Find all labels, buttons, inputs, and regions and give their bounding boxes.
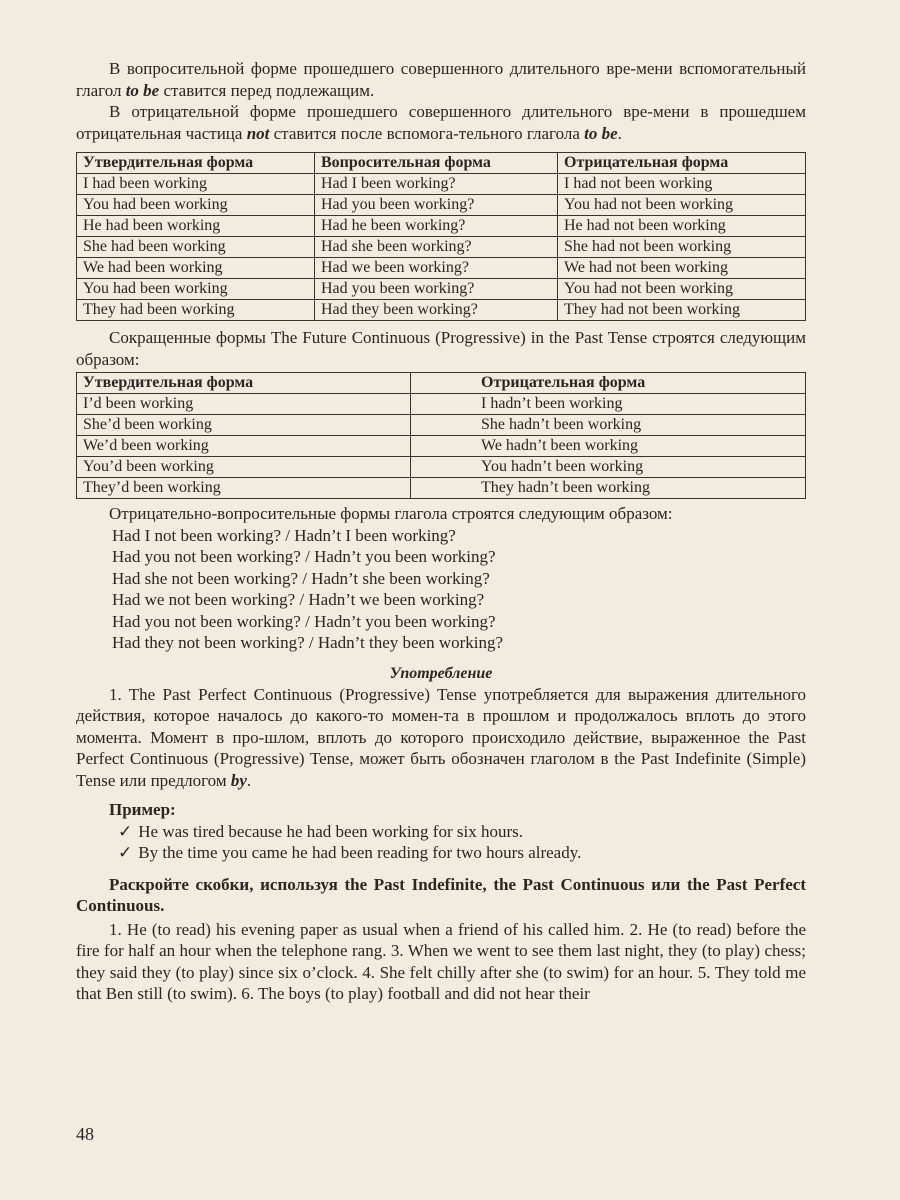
neg-question-list — [112, 525, 806, 654]
page-content — [76, 58, 806, 1005]
table-row — [77, 279, 806, 300]
usage-text: . — [246, 770, 252, 790]
table-cell: We had not been working — [558, 258, 806, 279]
intro-paragraph-2 — [76, 101, 806, 144]
header-interrogative: Вопросительная форма — [315, 153, 558, 174]
emphasis-term: not — [246, 123, 270, 143]
list-item: Had you not been working? / Hadn’t you been working? — [112, 611, 496, 631]
table-cell: I had been working — [77, 174, 315, 195]
example-item — [118, 821, 806, 843]
table-row — [77, 216, 806, 237]
checkmark-icon: ✓ — [118, 843, 133, 862]
table-cell: Had you been working? — [315, 279, 558, 300]
exercise-text: 1. He (to read) his evening paper as usual when a friend of his called him. 2. He (to read) before the fire for half an hour when the telephone rang. 3. When we went to see them last night, they (to play) chess; they said they (to play) since six o’clock. 4. She felt chilly after she (to swim) for an hour. 5. They told me that Ben still (to swim). 6. The boys (to play) football and did not hear their — [76, 919, 806, 1003]
emphasis-term: to be — [584, 123, 618, 143]
table-row — [77, 436, 806, 457]
table-cell: She had been working — [77, 237, 315, 258]
exercise-title: Раскройте скобки, используя the Past Indefinite, the Past Continuous или the Past Perfect Continuous. — [76, 874, 806, 915]
table-cell: You had been working — [77, 195, 315, 216]
page-number: 48 — [76, 1124, 94, 1144]
table-cell: They’d been working — [77, 478, 411, 499]
forms-table — [76, 152, 806, 321]
table-row — [77, 394, 806, 415]
table-row — [77, 300, 806, 321]
table-row — [77, 258, 806, 279]
table-cell: We’d been working — [77, 436, 411, 457]
table-cell: He had been working — [77, 216, 315, 237]
intro-text: ставится после вспомога-тельного глагола — [269, 123, 585, 143]
intro-text: . — [617, 123, 622, 143]
example-text: By the time you came he had been reading for two hours already. — [138, 843, 582, 862]
list-item: Had she not been working? / Hadn’t she been working? — [112, 568, 490, 588]
neg-question-intro: Отрицательно-вопросительные формы глагола строятся следующим образом: — [109, 504, 673, 523]
table-row — [77, 195, 806, 216]
example-title: Пример: — [109, 800, 176, 819]
table-row — [77, 174, 806, 195]
emphasis-term: to be — [125, 80, 160, 100]
table-cell: We hadn’t been working — [411, 436, 806, 457]
table-cell: They had been working — [77, 300, 315, 321]
example-text: He was tired because he had been working for six hours. — [138, 821, 523, 841]
table-cell: Had they been working? — [315, 300, 558, 321]
intro-paragraph-1 — [76, 58, 806, 101]
table-cell: You’d been working — [77, 457, 411, 478]
table-row — [77, 415, 806, 436]
table-header-row — [77, 153, 806, 174]
list-item: Had they not been working? / Hadn’t they been working? — [112, 633, 504, 652]
intro-text: ставится перед подлежащим. — [159, 80, 375, 100]
list-item: Had we not been working? / Hadn’t we been working? — [112, 590, 485, 609]
table-cell: Had I been working? — [315, 174, 558, 195]
example-item — [118, 842, 806, 864]
header-negative: Отрицательная форма — [558, 153, 806, 174]
table-cell: She hadn’t been working — [411, 415, 806, 436]
table-cell: Had she been working? — [315, 237, 558, 258]
table-row — [77, 478, 806, 499]
table-cell: He had not been working — [558, 216, 806, 237]
intro-text: В отрицательной форме прошедшего совершенного длительного вре-мени в прошедшем отрицательная частица — [76, 102, 806, 143]
table-cell: Had we been working? — [315, 258, 558, 279]
table-cell: She’d been working — [77, 415, 411, 436]
table-cell: Had you been working? — [315, 195, 558, 216]
list-item: Had I not been working? / Hadn’t I been working? — [112, 525, 456, 545]
checkmark-icon: ✓ — [118, 821, 133, 841]
table-cell: We had been working — [77, 258, 315, 279]
short-forms-intro: Сокращенные формы The Future Continuous (Progressive) in the Past Tense строятся следующим образом: — [76, 328, 806, 369]
intro-text: В вопросительной форме прошедшего совершенного длительного вре-мени вспомогательный глагол — [76, 59, 806, 100]
table-header-row — [77, 373, 806, 394]
header-affirmative: Утвердительная форма — [77, 153, 315, 174]
usage-heading: Употребление — [389, 664, 493, 682]
table-cell: You had not been working — [558, 279, 806, 300]
table-cell: They hadn’t been working — [411, 478, 806, 499]
list-item: Had you not been working? / Hadn’t you been working? — [112, 547, 496, 566]
table-row — [77, 457, 806, 478]
usage-text: 1. The Past Perfect Continuous (Progressive) Tense употребляется для выражения длительного действия, которое началось до какого-то момен-та в прошлом и продолжалось вплоть до этого момента. Момент в про-шлом, вплоть до которого происходило действие, выраженное the Past Perfect Continuous (Progressive) Tense, может быть обозначен глаголом в the Past Indefinite (Simple) Tense или предлогом — [76, 684, 806, 790]
table-row — [77, 237, 806, 258]
table-cell: I’d been working — [77, 394, 411, 415]
table-cell: She had not been working — [558, 237, 806, 258]
table-cell: Had he been working? — [315, 216, 558, 237]
header-affirmative: Утвердительная форма — [77, 373, 411, 394]
table-cell: You had not been working — [558, 195, 806, 216]
emphasis-term: by — [230, 770, 247, 790]
table-cell: I hadn’t been working — [411, 394, 806, 415]
table-cell: You had been working — [77, 279, 315, 300]
table-cell: You hadn’t been working — [411, 457, 806, 478]
short-forms-table — [76, 372, 806, 499]
usage-paragraph — [76, 684, 806, 792]
table-cell: They had not been working — [558, 300, 806, 321]
header-negative: Отрицательная форма — [411, 373, 806, 394]
table-cell: I had not been working — [558, 174, 806, 195]
